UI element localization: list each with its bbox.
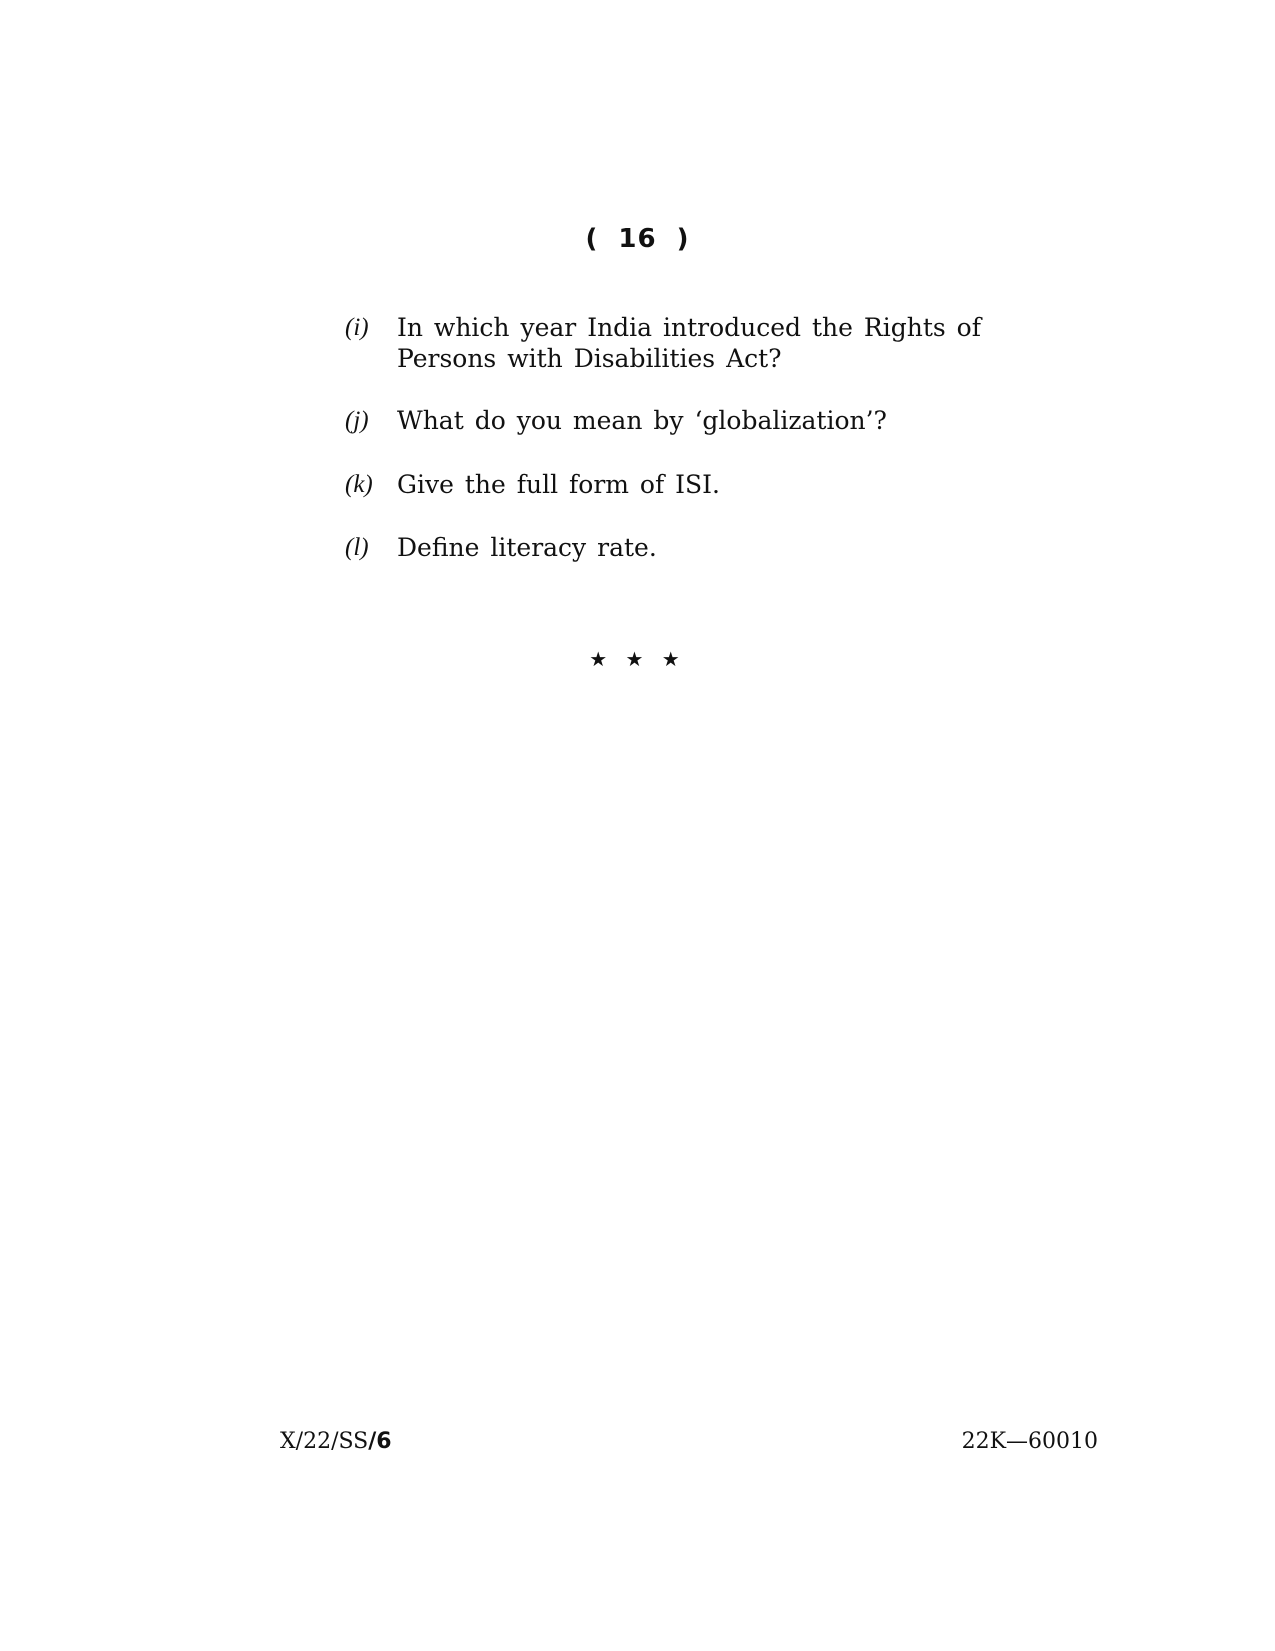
question-l bbox=[345, 532, 1065, 563]
question-label: (l) bbox=[345, 534, 369, 561]
question-i bbox=[345, 312, 1065, 374]
question-label: (j) bbox=[345, 407, 369, 434]
question-label: (k) bbox=[345, 471, 373, 498]
question-text: Give the full form of ISI. bbox=[397, 470, 720, 499]
question-j bbox=[345, 405, 1065, 436]
page-number-value: 16 bbox=[618, 224, 657, 254]
page-number-close-paren: ) bbox=[676, 224, 690, 254]
question-label: (i) bbox=[345, 314, 369, 341]
footer-code-prefix: X/22/SS bbox=[280, 1429, 369, 1454]
question-text: Define literacy rate. bbox=[397, 533, 657, 562]
footer-print-code: 22K—60010 bbox=[961, 1429, 1098, 1454]
end-of-paper-stars: ★ ★ ★ bbox=[589, 647, 686, 671]
question-text: What do you mean by ‘globalization’? bbox=[397, 406, 887, 435]
footer-paper-code bbox=[280, 1429, 392, 1454]
page-number-open-paren: ( bbox=[585, 224, 599, 254]
footer-code-suffix: /6 bbox=[368, 1429, 392, 1454]
question-k bbox=[345, 469, 1065, 500]
question-text: In which year India introduced the Rights of Persons with Disabilities Act? bbox=[397, 313, 981, 373]
page-number bbox=[0, 224, 1275, 254]
